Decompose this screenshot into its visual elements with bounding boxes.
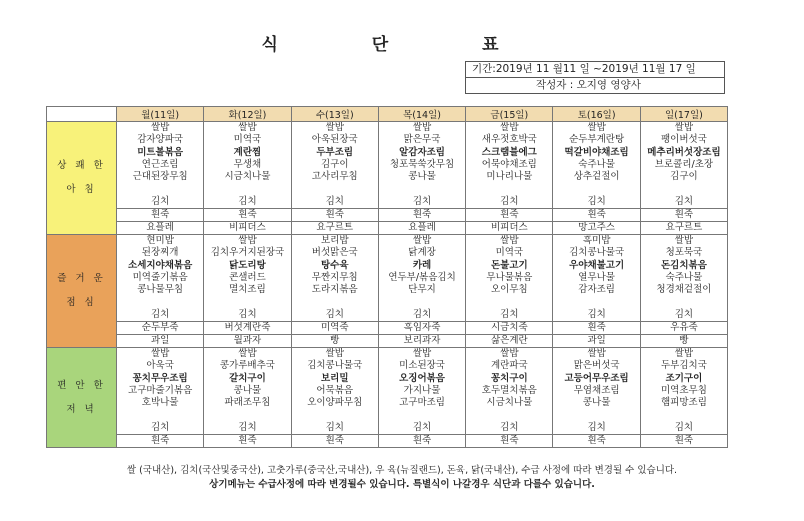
- menu-item: 김구이: [320, 158, 349, 170]
- main-dish: 보리밀: [320, 372, 349, 384]
- menu-item: [204, 183, 290, 195]
- extra-row: [47, 209, 728, 222]
- meal-row: [47, 235, 728, 322]
- extra-item: 비피더스: [204, 222, 291, 235]
- menu-item: [466, 297, 552, 309]
- menu-item: 김치: [325, 195, 344, 207]
- menu-item: 멸치조림: [229, 284, 266, 296]
- menu-item: [641, 410, 727, 422]
- menu-item: 김치: [238, 421, 257, 433]
- menu-item: 김치: [150, 195, 170, 207]
- menu-cell: [378, 348, 465, 435]
- meal-label-line: 편 안 한: [57, 379, 106, 391]
- menu-item: 시금치나물: [486, 397, 533, 409]
- menu-item: 시금치나물: [224, 171, 271, 183]
- menu-cell: [640, 235, 727, 322]
- menu-item: 새우젓호박국: [481, 134, 537, 146]
- menu-item: [553, 183, 639, 195]
- menu-item: 고구마줄기볶음: [128, 385, 193, 397]
- menu-cell: [378, 235, 465, 322]
- meal-label-line: 저 녁: [66, 403, 97, 415]
- menu-item: [553, 410, 639, 422]
- main-dish: 꽁치무우조림: [132, 372, 188, 384]
- menu-item: 김치: [412, 421, 432, 433]
- extra-item: 버섯계란죽: [204, 322, 291, 335]
- menu-item: 쌀밥: [325, 348, 344, 360]
- menu-cell: [117, 122, 204, 209]
- menu-item: [292, 297, 378, 309]
- menu-item: 버섯맑은국: [311, 247, 358, 259]
- menu-item: 가지나물: [403, 385, 441, 397]
- menu-item: [379, 297, 465, 309]
- menu-item: 김치: [150, 308, 170, 320]
- period-label: 기간:2019년 11 월11 일 ~2019년 11월 17 일: [472, 63, 696, 75]
- menu-item: 호박나물: [141, 397, 179, 409]
- extra-item: 흰죽: [466, 435, 553, 448]
- extra-item: 흰죽: [640, 209, 727, 222]
- menu-item: [466, 183, 552, 195]
- main-dish: 알감자조림: [399, 146, 445, 158]
- menu-item: 미역국: [495, 247, 524, 259]
- menu-item: [117, 183, 203, 195]
- menu-item: 흑미밥: [582, 235, 611, 247]
- main-dish: 메추리버섯장조림: [647, 146, 721, 158]
- day-header: 화(12일): [204, 107, 291, 122]
- menu-item: 미소된장국: [399, 360, 445, 372]
- menu-item: 쌀밥: [412, 122, 432, 133]
- menu-table: [46, 106, 728, 448]
- author-label: 작성자 : 오지영 영양사: [466, 77, 724, 93]
- menu-item: 쌀밥: [587, 348, 606, 360]
- menu-item: 무짠지무침: [311, 271, 358, 283]
- menu-item: 어묵볶음: [316, 385, 354, 397]
- main-dish: 카레: [412, 259, 432, 271]
- meal-label-line: 상 쾌 한: [57, 160, 106, 172]
- menu-item: [204, 410, 290, 422]
- menu-item: 맑은무국: [403, 134, 441, 146]
- extra-item: 삶은계란: [466, 335, 553, 348]
- extra-item: 과일: [553, 335, 640, 348]
- menu-item: 무나물볶음: [486, 271, 533, 283]
- menu-item: [204, 297, 290, 309]
- menu-item: 쌀밥: [238, 235, 257, 247]
- menu-item: 청포묵쑥갓무침: [389, 158, 455, 170]
- extra-row: [47, 222, 728, 235]
- menu-item: 쌀밥: [412, 235, 432, 247]
- menu-item: 김치: [238, 308, 257, 320]
- meal-row: [47, 348, 728, 435]
- menu-item: 쌀밥: [500, 348, 519, 360]
- main-dish: 갈치구이: [229, 372, 266, 384]
- menu-item: 상추겉절이: [573, 171, 620, 183]
- menu-item: 도라지볶음: [311, 284, 358, 296]
- menu-item: 콩나물: [582, 397, 611, 409]
- menu-item: 숙주나물: [578, 158, 615, 170]
- menu-item: 김치: [325, 308, 344, 320]
- menu-item: 김치: [500, 195, 519, 207]
- menu-item: 햄피망조림: [660, 397, 707, 409]
- extra-item: 우유죽: [640, 322, 727, 335]
- menu-item: 김치콩나물국: [569, 247, 625, 259]
- menu-item: 오이무침: [490, 284, 528, 296]
- main-dish: 계란찜: [233, 146, 262, 158]
- extra-item: 빵: [640, 335, 727, 348]
- extra-item: 흰죽: [553, 209, 640, 222]
- extra-item: 흰죽: [204, 209, 291, 222]
- day-header: 월(11일): [117, 107, 204, 122]
- meal-label: [47, 235, 117, 348]
- extra-item: 미역죽: [291, 322, 378, 335]
- menu-item: 김치: [587, 308, 606, 320]
- menu-item: 김치: [587, 421, 606, 433]
- menu-item: 김치콩나물국: [307, 360, 363, 372]
- day-header: 수(13일): [291, 107, 378, 122]
- main-dish: 떡갈비야채조림: [564, 146, 629, 158]
- menu-item: [641, 297, 727, 309]
- menu-item: 미나리나물: [486, 171, 533, 183]
- meal-row: [47, 122, 728, 209]
- extra-row: [47, 335, 728, 348]
- menu-item: [553, 297, 639, 309]
- menu-item: 콩나물무침: [137, 284, 184, 296]
- menu-item: 콩가루배추국: [219, 360, 275, 372]
- menu-item: 김치: [412, 195, 432, 207]
- menu-item: 쌀밥: [325, 122, 344, 133]
- extra-row: [47, 322, 728, 335]
- day-header: 금(15일): [466, 107, 553, 122]
- menu-item: 김치: [674, 421, 694, 433]
- menu-item: 무생채: [233, 158, 262, 170]
- extra-item: 흑임자죽: [378, 322, 465, 335]
- main-dish: 돈김치볶음: [660, 259, 707, 271]
- extra-item: 흰죽: [291, 209, 378, 222]
- extra-item: 보리과자: [378, 335, 465, 348]
- menu-cell: [291, 122, 378, 209]
- menu-item: 보리밥: [320, 235, 349, 247]
- main-dish: 스크램블에그: [481, 146, 537, 158]
- menu-cell: [378, 122, 465, 209]
- menu-item: 김치: [674, 195, 694, 207]
- menu-item: 아욱국: [146, 360, 174, 372]
- menu-item: 어묵야채조림: [481, 158, 537, 170]
- menu-item: 연두부/볶음김치: [388, 271, 456, 283]
- change-note: 상기메뉴는 수급사정에 따라 변경될수 있습니다. 특별식이 나갈경우 식단과 다를수 있습니다.: [209, 479, 595, 490]
- menu-item: 감자조림: [578, 284, 615, 296]
- menu-item: 김치우거지된장국: [210, 247, 285, 259]
- menu-item: 된장찌개: [141, 247, 179, 259]
- menu-item: 김치: [150, 421, 170, 433]
- menu-item: 김치: [500, 421, 519, 433]
- menu-item: [379, 183, 465, 195]
- extra-item: 순두부죽: [117, 322, 204, 335]
- menu-item: 단무지: [408, 284, 436, 296]
- menu-item: 오이양파무침: [307, 397, 363, 409]
- header-corner: [47, 107, 117, 122]
- menu-cell: [117, 348, 204, 435]
- menu-cell: [553, 122, 640, 209]
- menu-item: 무염채조림: [573, 385, 620, 397]
- menu-item: 닭계장: [408, 247, 436, 259]
- menu-item: 맑은버섯국: [573, 360, 620, 372]
- menu-item: 쌀밥: [500, 122, 519, 133]
- menu-cell: [204, 235, 291, 322]
- menu-item: 쌀밥: [674, 348, 694, 360]
- menu-item: 열무나물: [578, 271, 615, 283]
- menu-item: 쌀밥: [238, 348, 257, 360]
- main-dish: 돈불고기: [490, 259, 528, 271]
- menu-item: 고사리무침: [311, 171, 358, 183]
- menu-item: 쌀밥: [150, 122, 170, 133]
- menu-cell: [553, 235, 640, 322]
- extra-item: 흰죽: [553, 435, 640, 448]
- main-dish: 미트볼볶음: [137, 146, 184, 158]
- extra-item: 흰죽: [291, 435, 378, 448]
- main-dish: 닭도리탕: [229, 259, 266, 271]
- meal-label: [47, 348, 117, 448]
- menu-item: 쌀밥: [412, 348, 432, 360]
- page-title: 식 단 표: [261, 35, 543, 55]
- extra-item: 망고주스: [553, 222, 640, 235]
- extra-item: 흰죽: [466, 209, 553, 222]
- extra-item: 흰죽: [640, 435, 727, 448]
- origin-note: 쌀 (국내산), 김치(국산및중국산), 고춧가루(중국산,국내산), 우 육(뉴질랜드), 돈육, 닭(국내산), 수급 사정에 따라 변경될 수 있습니다.: [126, 465, 678, 476]
- day-header: 토(16일): [553, 107, 640, 122]
- main-dish: 조기구이: [665, 372, 703, 384]
- menu-item: 김치: [412, 308, 432, 320]
- meal-label-line: 아 침: [66, 184, 97, 196]
- main-dish: 오징어볶음: [399, 372, 445, 384]
- menu-item: 미역줄기볶음: [132, 271, 188, 283]
- menu-item: 고구마조림: [399, 397, 445, 409]
- extra-item: 비피더스: [466, 222, 553, 235]
- menu-item: 미역국: [233, 134, 262, 146]
- menu-item: 아욱된장국: [311, 134, 358, 146]
- extra-item: 요구르트: [291, 222, 378, 235]
- menu-item: 감자양파국: [137, 134, 184, 146]
- main-dish: 꽁치구이: [490, 372, 528, 384]
- extra-row: [47, 435, 728, 448]
- menu-item: 청포묵국: [665, 247, 703, 259]
- menu-item: 쌀밥: [150, 348, 170, 360]
- menu-item: 쌀밥: [587, 122, 606, 133]
- extra-item: 빵: [291, 335, 378, 348]
- main-dish: 탕수육: [320, 259, 349, 271]
- menu-item: 김치: [238, 195, 257, 207]
- menu-cell: [291, 235, 378, 322]
- menu-item: [292, 410, 378, 422]
- extra-item: 과일: [117, 335, 204, 348]
- menu-item: 쌀밥: [238, 122, 257, 133]
- menu-item: [117, 297, 203, 309]
- main-dish: 소세지야채볶음: [128, 259, 193, 271]
- info-box: [465, 61, 725, 94]
- menu-item: 김치: [674, 308, 694, 320]
- extra-item: 요플레: [117, 222, 204, 235]
- menu-item: [292, 183, 378, 195]
- menu-item: 호두멸치볶음: [481, 385, 537, 397]
- main-dish: 고등어무우조림: [564, 372, 629, 384]
- menu-item: 콘샐러드: [229, 271, 266, 283]
- menu-item: 쌀밥: [674, 235, 694, 247]
- menu-item: 김치: [587, 195, 606, 207]
- extra-item: 흰죽: [378, 435, 465, 448]
- menu-item: 근대된장무침: [132, 171, 188, 183]
- menu-cell: [291, 348, 378, 435]
- menu-cell: [204, 348, 291, 435]
- menu-item: 계란파국: [490, 360, 528, 372]
- menu-item: 브로콜리/초장: [654, 158, 714, 170]
- menu-cell: [204, 122, 291, 209]
- menu-cell: [640, 122, 727, 209]
- extra-item: 흰죽: [553, 322, 640, 335]
- menu-item: 김치: [325, 421, 344, 433]
- menu-item: 현미밥: [146, 235, 174, 247]
- menu-item: 쌀밥: [674, 122, 694, 133]
- menu-cell: [466, 235, 553, 322]
- extra-item: 요플레: [378, 222, 465, 235]
- extra-item: 흰죽: [117, 435, 204, 448]
- menu-cell: [466, 122, 553, 209]
- meal-label-line: 점 심: [66, 297, 97, 309]
- main-dish: 우야채불고기: [569, 259, 625, 271]
- extra-item: 흰죽: [204, 435, 291, 448]
- menu-item: 쌀밥: [500, 235, 519, 247]
- meal-label: [47, 122, 117, 235]
- menu-item: 콩나물: [233, 385, 262, 397]
- extra-item: 요구르트: [640, 222, 727, 235]
- day-header-row: [47, 107, 728, 122]
- meal-label-line: 즐 거 운: [57, 273, 106, 285]
- main-dish: 두부조림: [316, 146, 354, 158]
- menu-item: 청경채겉절이: [656, 284, 712, 296]
- menu-cell: [117, 235, 204, 322]
- extra-item: 흰죽: [378, 209, 465, 222]
- day-header: 일(17일): [640, 107, 727, 122]
- menu-item: [466, 410, 552, 422]
- menu-cell: [640, 348, 727, 435]
- menu-item: 콩나물: [408, 171, 436, 183]
- menu-cell: [466, 348, 553, 435]
- menu-item: 미역초무침: [660, 385, 707, 397]
- menu-item: 파래조무침: [224, 397, 271, 409]
- menu-item: 김구이: [670, 171, 698, 183]
- menu-item: 두부김치국: [660, 360, 707, 372]
- day-header: 목(14일): [378, 107, 465, 122]
- menu-item: [379, 410, 465, 422]
- menu-item: 김치: [500, 308, 519, 320]
- menu-item: 연근조림: [141, 158, 179, 170]
- extra-item: 흰죽: [117, 209, 204, 222]
- menu-cell: [553, 348, 640, 435]
- menu-item: 팽이버섯국: [660, 134, 707, 146]
- menu-item: [117, 410, 203, 422]
- menu-item: 숙주나물: [665, 271, 703, 283]
- extra-item: 시금치죽: [466, 322, 553, 335]
- menu-item: 순두부계란탕: [569, 134, 625, 146]
- extra-item: 월과자: [204, 335, 291, 348]
- menu-item: [641, 183, 727, 195]
